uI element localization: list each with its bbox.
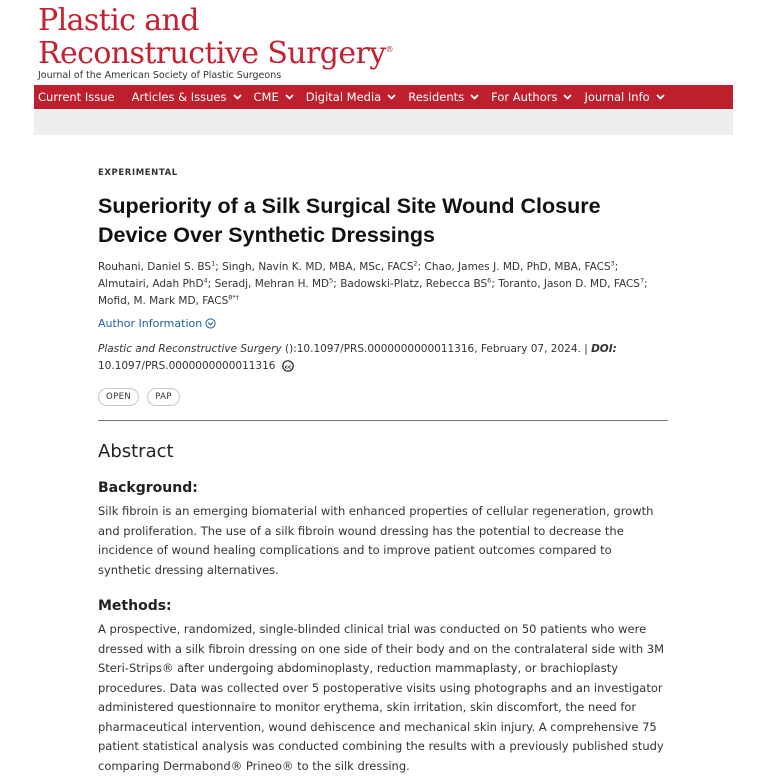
nav-label: For Authors — [491, 90, 558, 104]
chevron-down-circle-icon — [205, 318, 216, 329]
nav-journal-info[interactable] — [584, 85, 664, 109]
author-affiliation-sup: 5 — [329, 276, 334, 285]
author-information-label: Author Information — [98, 317, 203, 330]
nav-current-issue[interactable] — [38, 85, 115, 109]
methods-heading: Methods: — [98, 598, 172, 614]
article-title: Superiority of a Silk Surgical Site Wound Closure Device Over Synthetic Dressings — [98, 194, 601, 247]
background-text: Silk fibroin is an emerging biomaterial with enhanced properties of cellular regeneration, growth and proliferation. The use of a silk fibroin wound dressing has the potential to decrease the incidence of wound healing complications and to improve patient outcomes compared to synthetic dressing alternatives. — [98, 504, 654, 577]
nav-label: Residents — [408, 90, 465, 104]
creative-commons-icon — [282, 360, 294, 372]
nav-label: CME — [253, 90, 279, 104]
article-category: EXPERIMENTAL — [98, 168, 178, 178]
chevron-down-icon — [563, 94, 572, 100]
svg-text:cc: cc — [284, 364, 292, 371]
author-affiliation-sup: 3 — [610, 259, 615, 268]
author-name[interactable]: Seradj, Mehran H. MD — [214, 278, 330, 290]
chevron-down-icon — [656, 94, 665, 100]
author-name[interactable]: Rouhani, Daniel S. BS — [98, 261, 212, 273]
nav-label: Current Issue — [38, 90, 115, 104]
author-affiliation-sup: 7 — [639, 276, 645, 285]
journal-logo[interactable] — [38, 3, 393, 81]
section-divider — [98, 420, 668, 421]
background-heading: Background: — [98, 480, 198, 496]
author-list: Rouhani, Daniel S. $BS^1$; Singh, Navin K. MD, MBA, MSc, FACS$^2$; Chao, James J. MD, PhD, MBA, FACS$^3$; Almutairi, Adah PhD$^4$; Seradj, Mehran H. $MD^5$; Badowski-Platz, Rebecca $BS^6$; Toranto, Jason D. MD, FACS$^7$; Mofid, M. Mark MD, $FACS^{8*\dagger}$ — [98, 259, 648, 307]
access-tags — [98, 388, 668, 406]
brand-line-2 — [38, 35, 393, 71]
nav-residents[interactable] — [408, 85, 479, 109]
abstract-heading: Abstract — [98, 441, 174, 462]
open-access-tag: OPEN — [98, 388, 139, 406]
author-affiliation-sup: 1 — [211, 259, 216, 268]
sub-nav-bar — [34, 109, 733, 135]
doi-value[interactable]: 10.1097/PRS.0000000000011316 — [98, 360, 276, 372]
author-name[interactable]: Badowski-Platz, Rebecca BS — [340, 278, 488, 290]
author-affiliation-sup: 4 — [203, 276, 208, 285]
nav-for-authors[interactable] — [491, 85, 572, 109]
chevron-down-icon — [233, 94, 242, 100]
author-name[interactable]: Chao, James J. MD, PhD, MBA, FACS — [424, 261, 611, 273]
main-nav — [34, 85, 733, 109]
registered-mark: ® — [385, 45, 393, 54]
nav-label: Articles & Issues — [131, 90, 227, 104]
nav-label: Journal Info — [584, 90, 650, 104]
chevron-down-icon — [285, 94, 294, 100]
author-affiliation-sup: 6 — [487, 276, 492, 285]
citation-text: ():10.1097/PRS.0000000000011316, February 07, 2024. | — [281, 343, 592, 355]
article-main — [98, 168, 668, 776]
nav-articles-issues[interactable] — [132, 85, 242, 109]
nav-cme[interactable] — [254, 85, 294, 109]
pap-tag: PAP — [147, 388, 180, 406]
chevron-down-icon — [387, 94, 396, 100]
author-name[interactable]: Toranto, Jason D. MD, FACS — [498, 278, 640, 290]
author-name[interactable]: Almutairi, Adah PhD — [98, 278, 204, 290]
brand-subtitle: Journal of the American Society of Plastic Surgeons — [38, 70, 282, 81]
nav-digital-media[interactable] — [306, 85, 397, 109]
author-affiliation-sup: 2 — [413, 259, 418, 268]
methods-text: A prospective, randomized, single-blinded clinical trial was conducted on 50 patients who were dressed with a silk fibroin dressing on one side of their body and on the contralateral side with 3M Steri-Strips® after undergoing abdominoplasty, reduction mammaplasty, or brachioplasty procedures. Data was collected over 5 postoperative visits using photographs and an investigator administered questionnaire to monitor erythema, skin irritation, skin discomfort, the need for pharmaceutical intervention, wound dehiscence and mechanical skin injury. A comprehensive 75 patient statistical analysis was conducted combining the results with a previously published study comparing Dermabond® Prineo® to the silk dressing. — [98, 622, 665, 773]
brand-line-2-text: Reconstructive Surgery — [38, 36, 386, 71]
doi-label: DOI: — [591, 343, 617, 355]
author-name[interactable]: Singh, Navin K. MD, MBA, MSc, FACS — [222, 261, 414, 273]
citation — [98, 341, 668, 375]
brand-line-1: Plastic and — [38, 3, 199, 38]
author-name[interactable]: Mofid, M. Mark MD, FACS — [98, 295, 229, 307]
author-information-toggle[interactable] — [98, 317, 668, 330]
citation-journal: Plastic and Reconstructive Surgery — [98, 343, 282, 355]
nav-label: Digital Media — [305, 90, 382, 104]
author-affiliation-sup: 8*† — [228, 293, 239, 302]
chevron-down-icon — [470, 94, 479, 100]
